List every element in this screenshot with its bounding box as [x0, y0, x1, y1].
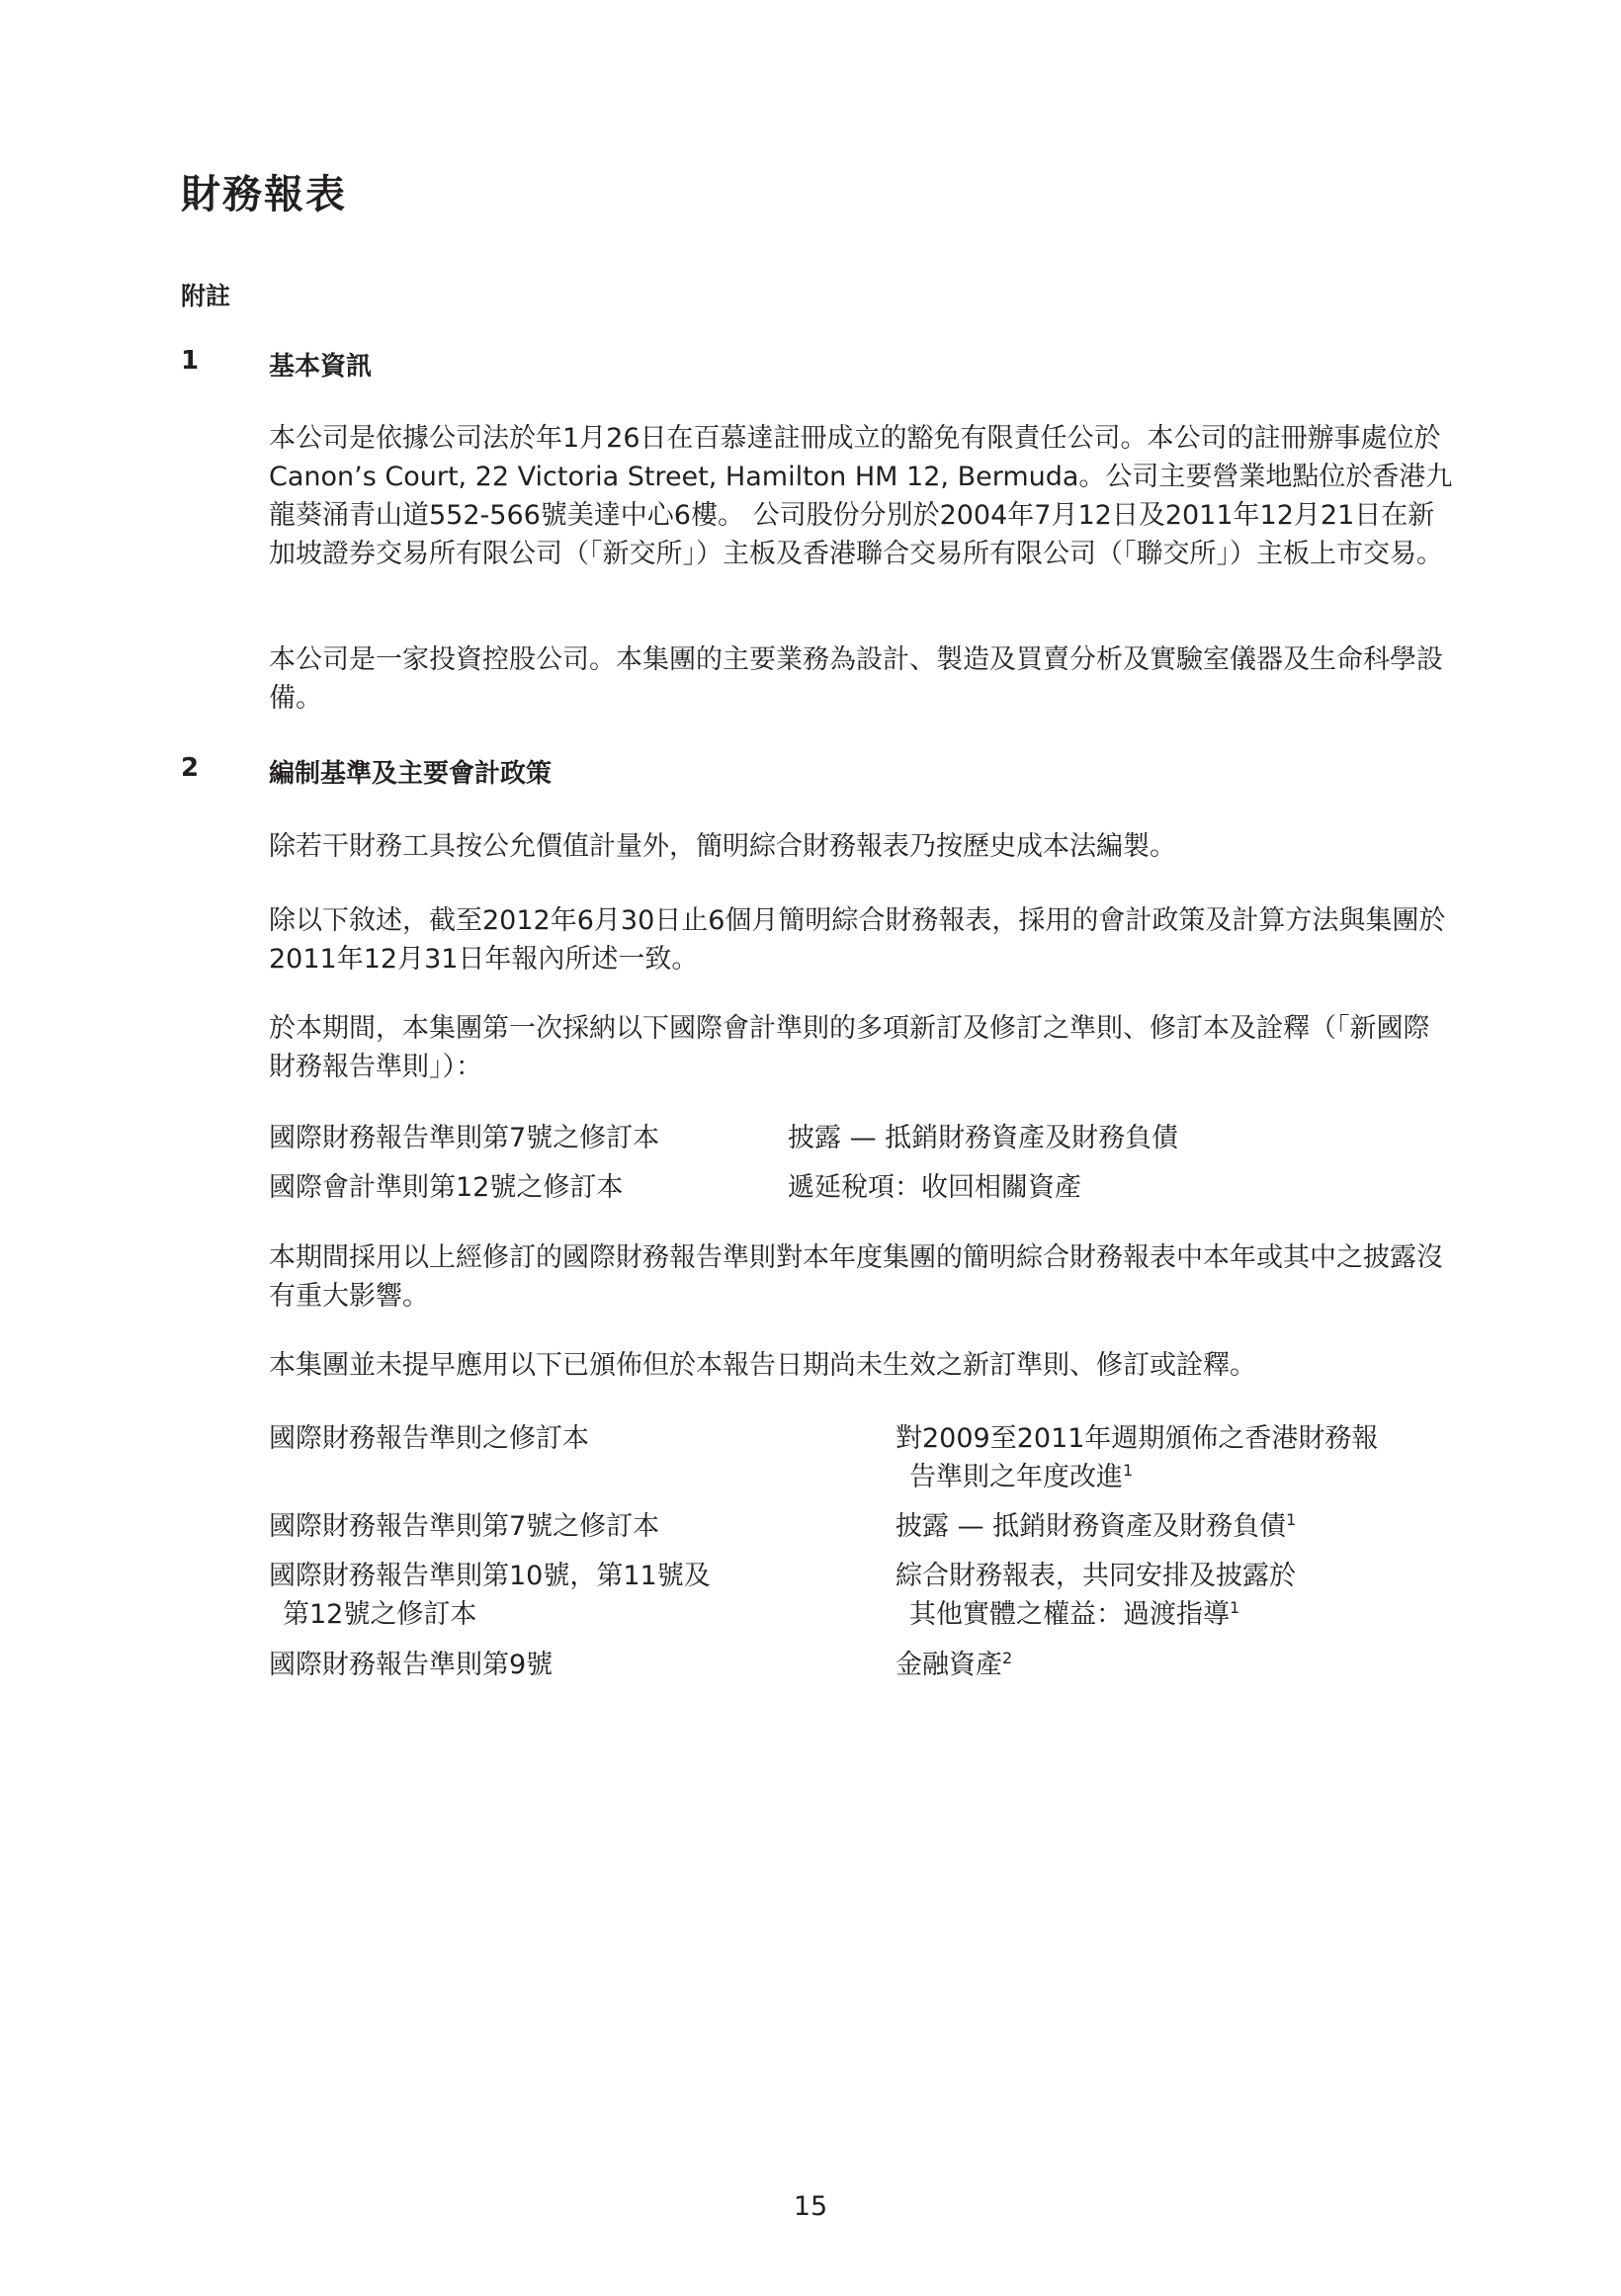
section-1-heading	[181, 346, 774, 385]
pending-standard-description	[896, 1557, 1449, 1634]
section-2-paragraph-5: 本集團並未提早應用以下已頒佈但於本報告日期尚未生效之新訂準則、修訂或詮釋。	[269, 1350, 1256, 1381]
footnote-marker: 1	[1123, 1461, 1134, 1480]
section-2-number: 2	[181, 753, 200, 783]
pending-standard-name	[269, 1646, 822, 1684]
pending-standard-name	[269, 1507, 822, 1546]
pending-standard-row	[269, 1646, 1455, 1685]
pending-standard-description	[896, 1646, 1449, 1684]
section-2-title: 編制基準及主要會計政策	[269, 759, 553, 789]
pending-standard-name-line: 國際財務報告準則第7號之修訂本	[269, 1511, 660, 1542]
footnote-marker: 1	[1286, 1510, 1297, 1529]
pending-description-line: 告準則之年度改進$^1$	[909, 1461, 1134, 1492]
pending-standard-name	[269, 1419, 822, 1458]
section-2-paragraph-3: 於本期間，本集團第一次採納以下國際會計準則的多項新訂及修訂之準則、修訂本及詮釋（「新國際財務報告準則」）：	[269, 1013, 1430, 1082]
adopted-standard-description: 遞延稅項：收回相關資產	[788, 1172, 1081, 1203]
pending-description-line: 對2009至2011年週期頒佈之香港財務報	[896, 1423, 1379, 1454]
notes-subheading: 附註	[181, 282, 231, 310]
section-2-paragraph-4: 本期間採用以上經修訂的國際財務報告準則對本年度集團的簡明綜合財務報表中本年或其中之披露沒有重大影響。	[269, 1242, 1443, 1312]
pending-standard-description	[896, 1419, 1449, 1496]
pending-standard-name-line: 國際財務報告準則第10號，第11號及	[269, 1561, 711, 1591]
pending-standard-row	[269, 1557, 1455, 1636]
footnote-marker: 2	[1002, 1649, 1013, 1667]
pending-description-line: 其他實體之權益：過渡指導$^1$	[909, 1598, 1240, 1630]
page-title: 財務報表	[181, 172, 347, 217]
pending-standard-name-line: 國際財務報告準則之修訂本	[269, 1423, 589, 1454]
pending-standard-name	[269, 1557, 822, 1634]
pending-description-line: 金融資產$^2$	[896, 1649, 1013, 1680]
section-1-title: 基本資訊	[269, 352, 373, 382]
section-2-paragraph-2: 除以下敘述，截至2012年6月30日止6個月簡明綜合財務報表，採用的會計政策及計算方法與集團於2011年12月31日年報內所述一致。	[269, 905, 1446, 975]
section-2-heading	[181, 753, 972, 793]
adopted-standard-description: 披露 — 抵銷財務資產及財務負債	[788, 1123, 1179, 1153]
section-1-paragraph-1: 本公司是依據公司法於年1月26日在百慕達註冊成立的豁免有限責任公司。本公司的註冊辦事處位於Canon’s Court, 22 Victoria Street, Hamilton HM 12, Bermuda。公司主要營業地點位於香港九龍葵涌青山道552-566號美達中心6樓。 公司股份分別於2004年7月12日及2011年12月21日在新加坡證券交易所有限公司（「新交所」）主板及香港聯合交易所有限公司（「聯交所」）主板上市交易。	[269, 423, 1453, 569]
section-2-paragraph-1: 除若干財務工具按公允價值計量外，簡明綜合財務報表乃按歷史成本法編製。	[269, 831, 1176, 862]
pending-standard-name-line: 國際財務報告準則第9號	[269, 1650, 554, 1680]
section-1-number: 1	[181, 346, 200, 376]
adopted-standard-name: 國際會計準則第12號之修訂本	[269, 1172, 624, 1203]
footnote-marker: 1	[1230, 1598, 1240, 1617]
pending-standard-row	[269, 1507, 1455, 1547]
section-1-paragraph-2: 本公司是一家投資控股公司。本集團的主要業務為設計、製造及買賣分析及實驗室儀器及生命科學設備。	[269, 644, 1443, 714]
page-number: 15	[793, 2191, 828, 2222]
adopted-standard-name: 國際財務報告準則第7號之修訂本	[269, 1123, 660, 1153]
pending-standard-row	[269, 1419, 1455, 1498]
pending-description-line: 綜合財務報表，共同安排及披露於	[896, 1561, 1296, 1591]
pending-standard-description	[896, 1507, 1449, 1546]
pending-standard-name-line: 第12號之修訂本	[283, 1599, 477, 1630]
pending-description-line: 披露 — 抵銷財務資產及財務負債$^1$	[896, 1510, 1297, 1542]
